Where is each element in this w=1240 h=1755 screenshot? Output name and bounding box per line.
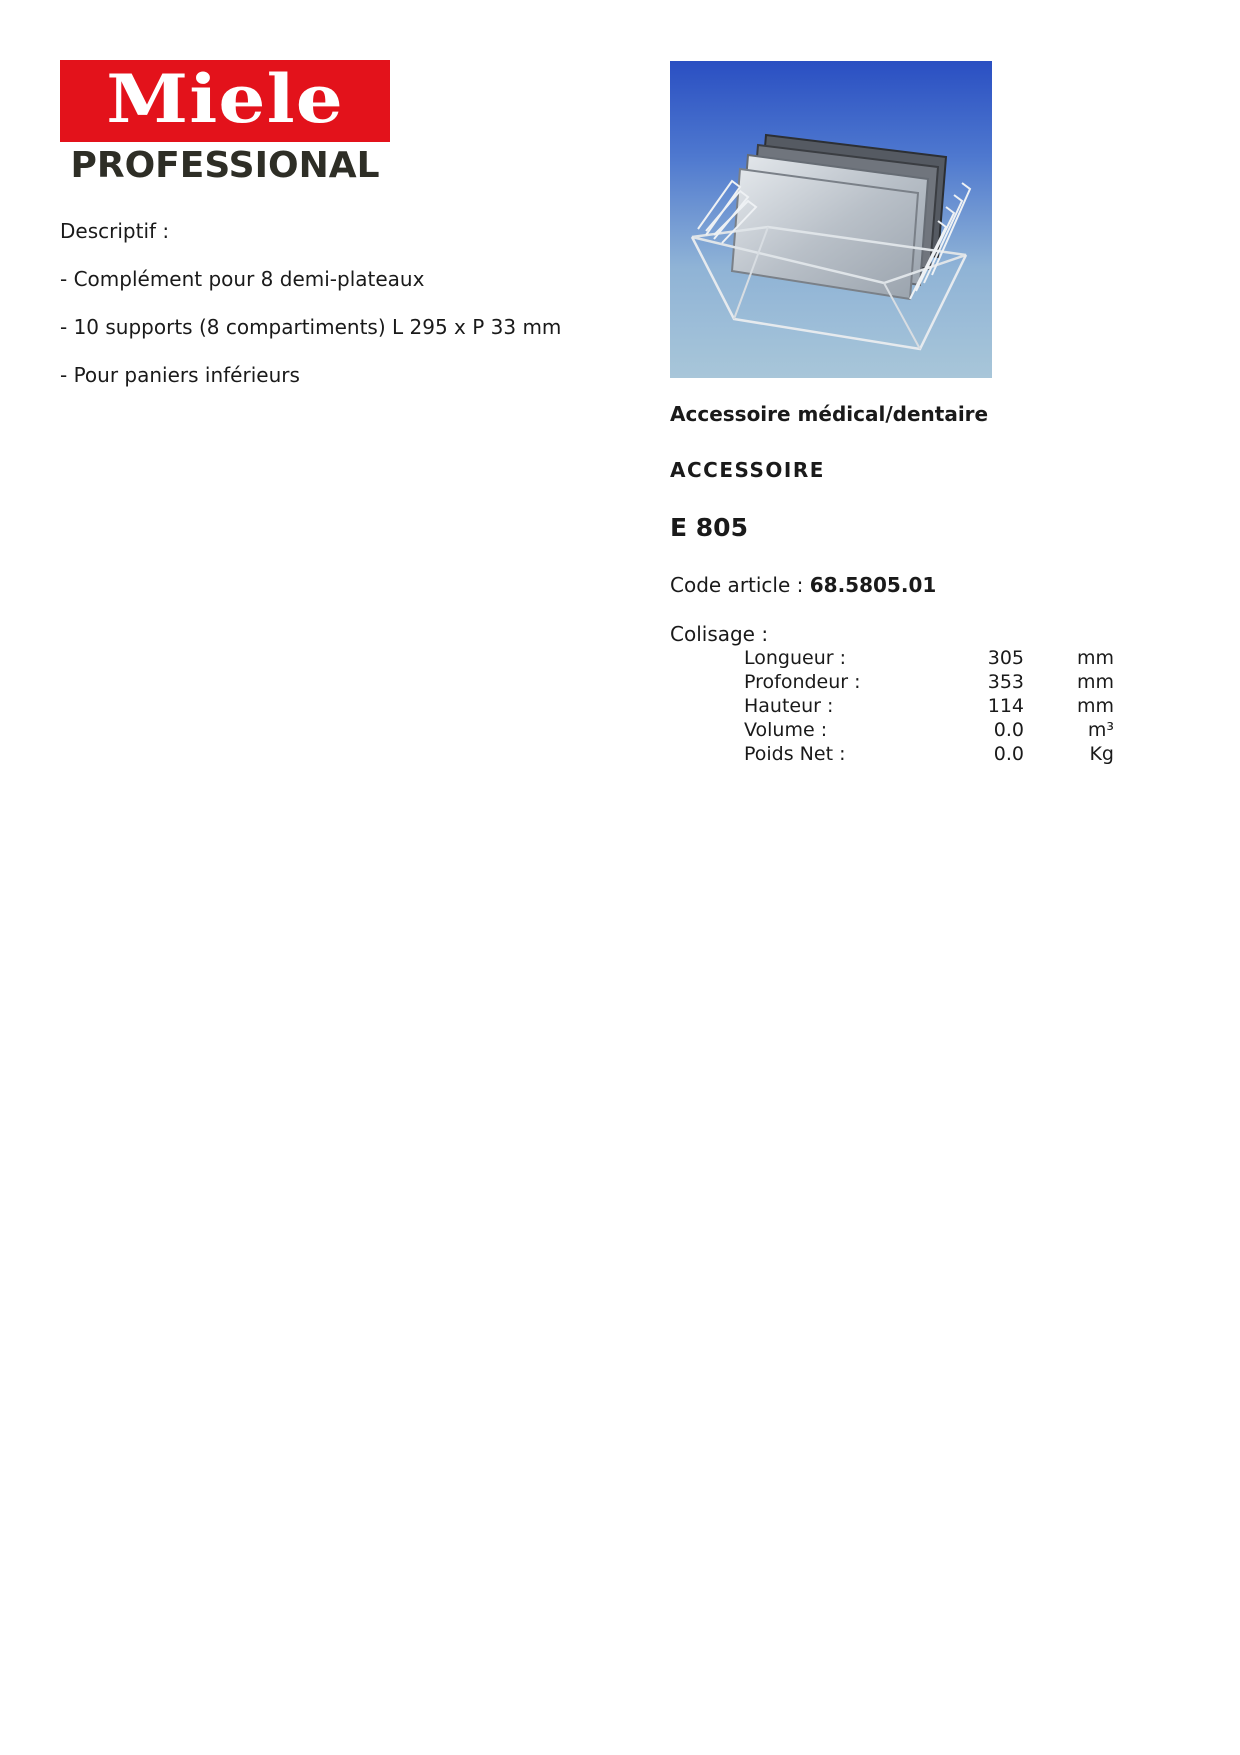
packaging-label: Volume :	[744, 719, 828, 741]
packaging-label: Longueur :	[744, 647, 847, 669]
packaging-unit: Kg	[1089, 743, 1114, 765]
packaging-row	[744, 742, 1120, 766]
packaging-row	[744, 646, 1120, 670]
article-code-label: Code article :	[670, 573, 804, 597]
description-item: - Complément pour 8 demi-plateaux	[60, 267, 425, 291]
packaging-unit: mm	[1076, 671, 1114, 693]
packaging-row	[744, 718, 1120, 742]
packaging-value: 114	[987, 695, 1024, 717]
description-title: Descriptif :	[60, 219, 170, 243]
product-category: Accessoire médical/dentaire	[670, 402, 989, 426]
packaging-value: 0.0	[993, 719, 1024, 741]
packaging-unit: mm	[1076, 695, 1114, 717]
logo-professional-text: PROFESSIONAL	[70, 145, 380, 186]
article-code-value: 68.5805.01	[809, 573, 937, 597]
product-photo	[670, 61, 992, 378]
packaging-title: Colisage :	[670, 622, 769, 646]
description-item: - 10 supports (8 compartiments) L 295 x P 33 mm	[60, 315, 562, 339]
brand-logo	[60, 60, 390, 195]
packaging-value: 0.0	[993, 743, 1024, 765]
tray-rack-illustration	[670, 61, 992, 378]
logo-red-block	[60, 60, 390, 142]
packaging-label: Hauteur :	[744, 695, 834, 717]
description-item: - Pour paniers inférieurs	[60, 363, 300, 387]
packaging-label: Profondeur :	[744, 671, 861, 693]
packaging-row	[744, 694, 1120, 718]
packaging-row	[744, 670, 1120, 694]
product-type: ACCESSOIRE	[670, 458, 825, 482]
product-model: E 805	[670, 513, 748, 542]
description-list	[60, 267, 561, 411]
packaging-unit: m³	[1087, 719, 1114, 741]
logo-brand-text: Miele	[106, 60, 344, 138]
packaging-table	[744, 646, 1120, 766]
packaging-label: Poids Net :	[744, 743, 846, 765]
packaging-value: 353	[987, 671, 1024, 693]
packaging-unit: mm	[1076, 647, 1114, 669]
packaging-value: 305	[987, 647, 1024, 669]
article-code	[670, 573, 936, 597]
